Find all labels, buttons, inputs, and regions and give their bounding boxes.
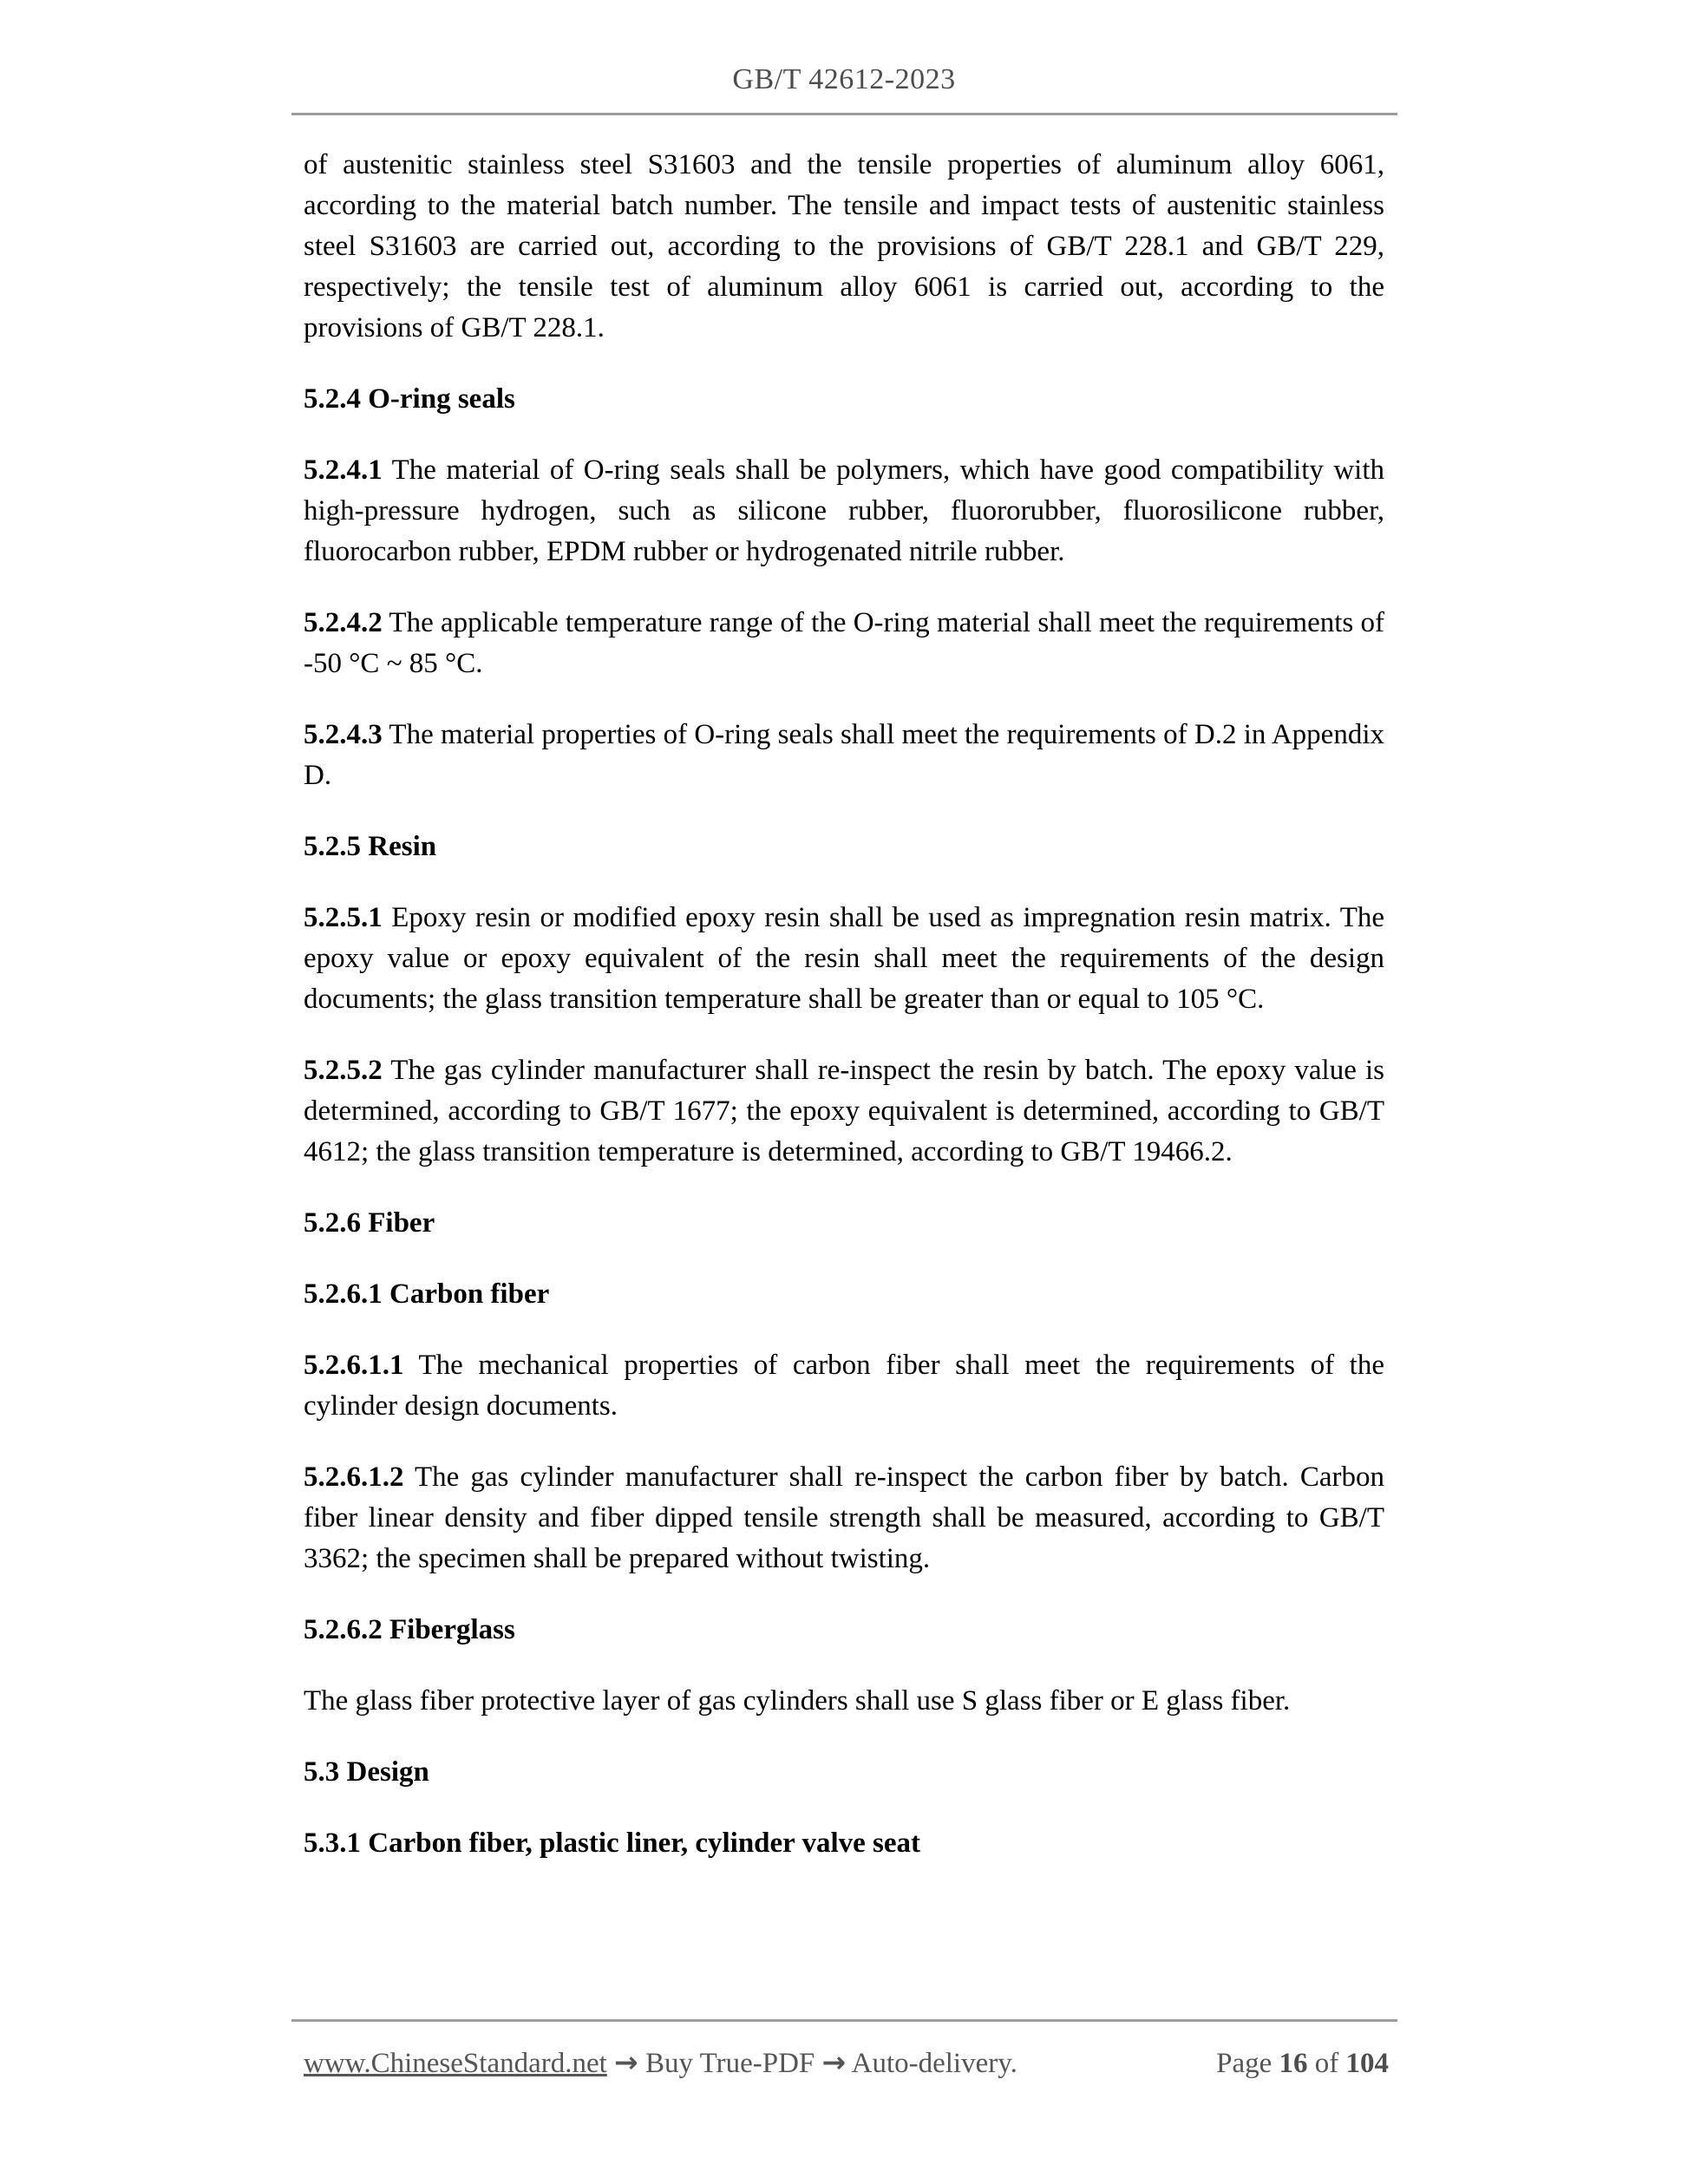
heading-5-2-6-2: 5.2.6.2 Fiberglass: [304, 1614, 515, 1645]
paragraph-5-2-6-1-1: [304, 1345, 1384, 1427]
website-link[interactable]: www.ChineseStandard.net: [304, 2048, 607, 2079]
of-label: of: [1314, 2048, 1339, 2079]
section-number: 5.2.4.2: [304, 607, 383, 638]
paragraph-5-2-5-1: [304, 898, 1384, 1020]
heading-5-3-1: 5.3.1 Carbon fiber, plastic liner, cylinder valve seat: [304, 1828, 921, 1859]
paragraph-text: The gas cylinder manufacturer shall re-inspect the resin by batch. The epoxy value is determined, according to GB/T 1677; the epoxy equivalent is determined, according to GB/T 4612; the glass transition temperature is determined, according to GB/T 19466.2.: [304, 1055, 1384, 1167]
document-code: GB/T 42612-2023: [732, 63, 956, 95]
section-number: 5.2.5.2: [304, 1055, 383, 1086]
page-footer: [291, 2019, 1397, 2082]
document-body: [304, 145, 1384, 1864]
paragraph-text: The material of O-ring seals shall be polymers, which have good compatibility with high-pressure hydrogen, such as silicone rubber, fluororubber, fluorosilicone rubber, fluorocarbon rubber, EPDM rubber or hydrogenated nitrile rubber.: [304, 454, 1384, 567]
heading-5-2-6: 5.2.6 Fiber: [304, 1207, 435, 1239]
header-divider: [291, 113, 1397, 115]
section-number: 5.2.6.1.2: [304, 1461, 404, 1493]
paragraph-text: The applicable temperature range of the O-ring material shall meet the requirements of -50 °C ~ 85 °C.: [304, 607, 1384, 679]
page-number: 16: [1279, 2048, 1308, 2079]
paragraph-5-2-4-1: [304, 450, 1384, 572]
heading-5-2-5: 5.2.5 Resin: [304, 831, 437, 862]
paragraph-5-2-6-1-2: [304, 1457, 1384, 1579]
total-pages: 104: [1345, 2048, 1389, 2079]
section-number: 5.2.5.1: [304, 902, 383, 933]
paragraph-text: Epoxy resin or modified epoxy resin shall be used as impregnation resin matrix. The epoxy value or epoxy equivalent of the resin shall meet the requirements of the design documents; the glass transition temperature shall be greater than or equal to 105 °C.: [304, 902, 1384, 1015]
section-number: 5.2.6.1.1: [304, 1350, 404, 1381]
arrow-icon: →: [614, 2045, 638, 2079]
paragraph-text: of austenitic stainless steel S31603 and the tensile properties of aluminum alloy 6061, according to the material batch number. The tensile and impact tests of austenitic stainless steel S31603 are carried out, according to the provisions of GB/T 228.1 and GB/T 229, respectively; the tensile test of aluminum alloy 6061 is carried out, according to the provisions of GB/T 228.1.: [304, 149, 1384, 343]
heading-5-2-6-1: 5.2.6.1 Carbon fiber: [304, 1278, 550, 1310]
paragraph-5-2-5-2: [304, 1050, 1384, 1173]
heading-5-3: 5.3 Design: [304, 1756, 429, 1788]
page-indicator: [1216, 2045, 1389, 2082]
paragraph-text: The gas cylinder manufacturer shall re-inspect the carbon fiber by batch. Carbon fiber linear density and fiber dipped tensile strength shall be measured, according to GB/T 3362; the specimen shall be prepared without twisting.: [304, 1461, 1384, 1574]
section-number: 5.2.4.3: [304, 719, 383, 750]
paragraph-text: The mechanical properties of carbon fiber shall meet the requirements of the cylinder design documents.: [304, 1350, 1384, 1422]
heading-5-2-4: 5.2.4 O-ring seals: [304, 383, 515, 415]
paragraph-text: The glass fiber protective layer of gas cylinders shall use S glass fiber or E glass fiber.: [304, 1685, 1291, 1716]
section-number: 5.2.4.1: [304, 454, 383, 486]
footer-links: [304, 2044, 1017, 2082]
arrow-icon: →: [821, 2045, 847, 2079]
paragraph-5-2-4-2: [304, 603, 1384, 684]
paragraph-5-2-4-3: [304, 715, 1384, 796]
auto-delivery-label: Auto-delivery.: [851, 2048, 1017, 2079]
page-label: Page: [1216, 2048, 1273, 2079]
paragraph-continuation: [304, 145, 1384, 349]
buy-truepdf-label: Buy True-PDF: [644, 2048, 815, 2079]
paragraph-fiberglass: [304, 1681, 1384, 1722]
paragraph-text: The material properties of O-ring seals shall meet the requirements of D.2 in Appendix D.: [304, 719, 1384, 791]
